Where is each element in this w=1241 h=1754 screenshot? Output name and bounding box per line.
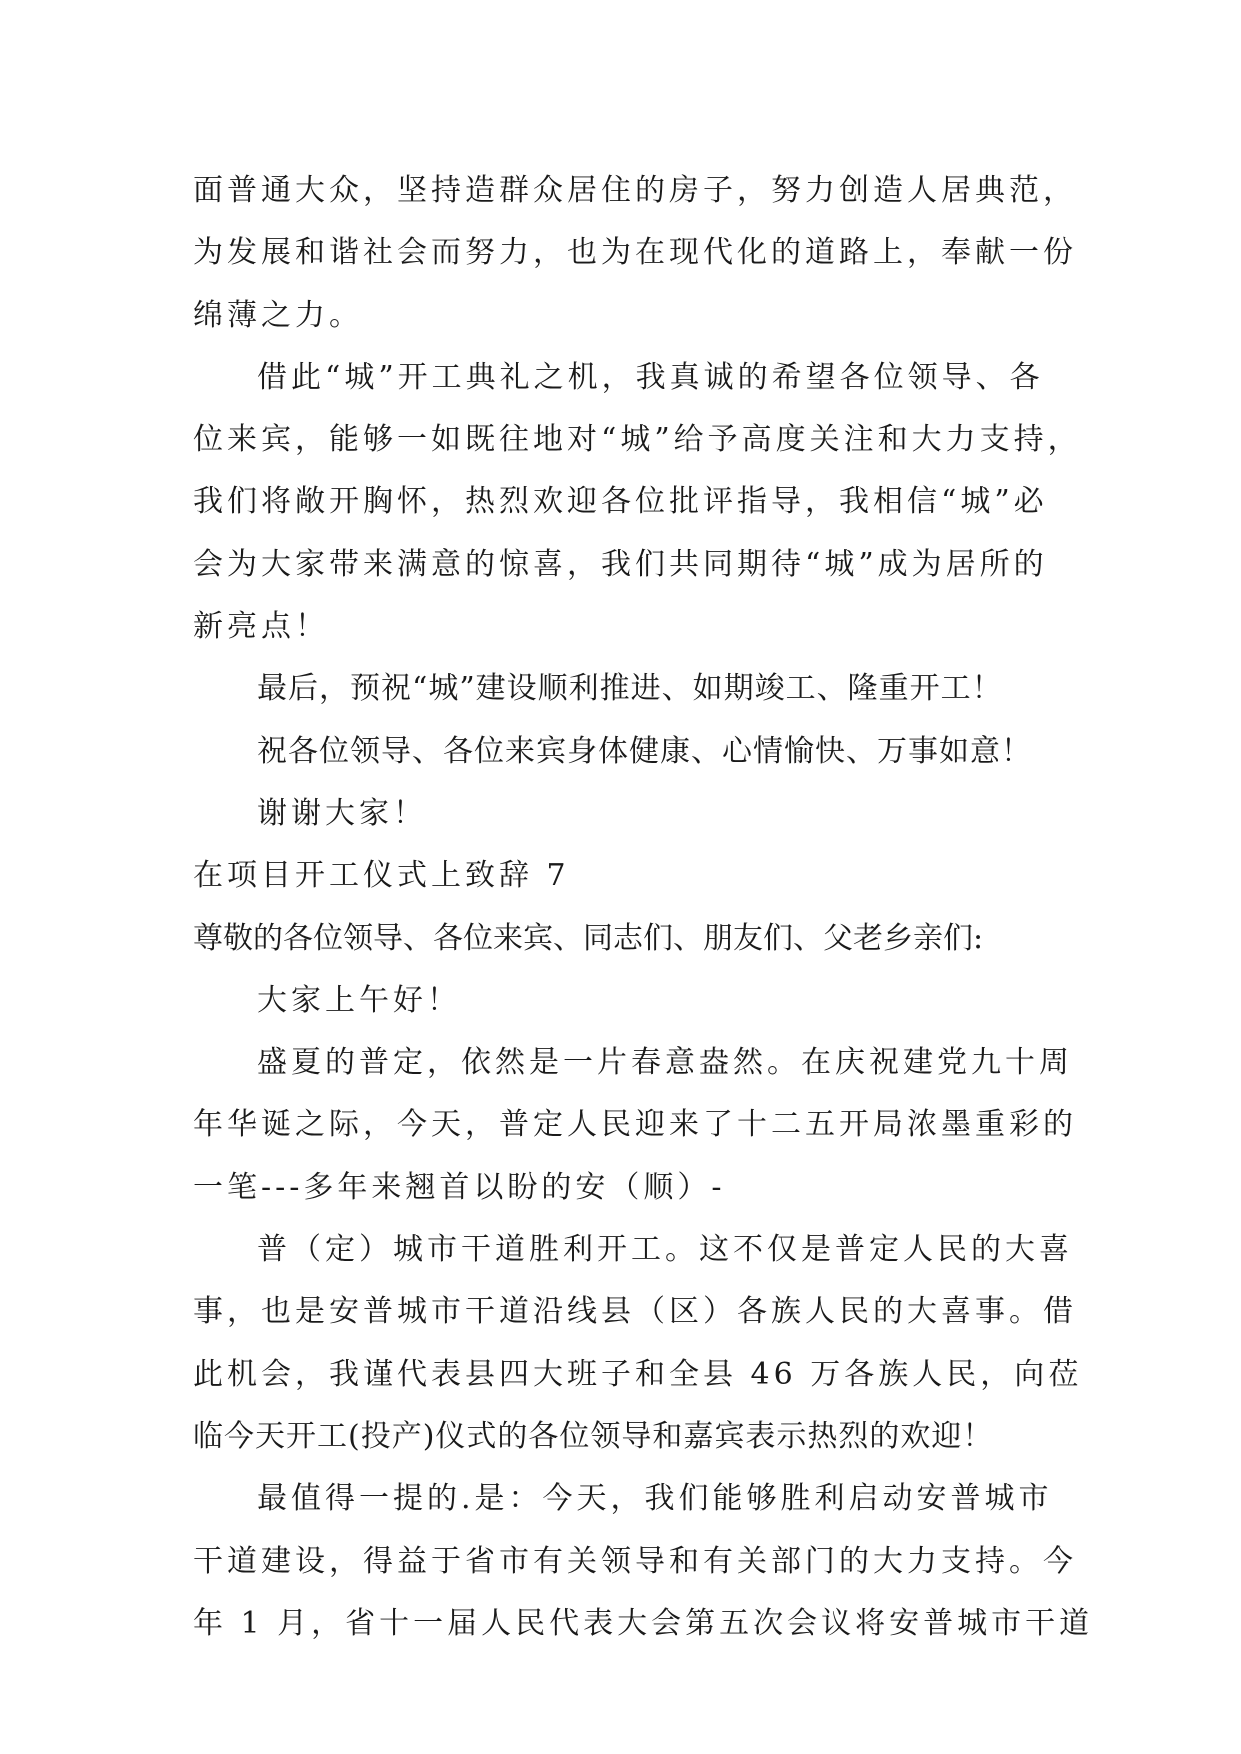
text-line: 面普通大众，坚持造群众居住的房子，努力创造人居典范， bbox=[193, 173, 1077, 208]
paragraph-start-line: 最值得一提的.是：今天，我们能够胜利启动安普城市 bbox=[257, 1481, 1053, 1517]
text-line: 为发展和谐社会而努力，也为在现代化的道路上，奉献一份 bbox=[193, 235, 1077, 271]
greeting-line: 大家上午好！ bbox=[257, 982, 461, 1018]
text-line: 位来宾，能够一如既往地对“城”给予高度关注和大力支持， bbox=[193, 422, 1082, 458]
document-body bbox=[193, 160, 1094, 1655]
paragraph-start-line: 借此“城”开工典礼之机，我真诚的希望各位领导、各 bbox=[257, 359, 1044, 395]
paragraph-start-line: 谢谢大家！ bbox=[257, 795, 427, 831]
paragraph-start-line: 最后，预祝“城”建设顺利推进、如期竣工、隆重开工！ bbox=[257, 671, 1003, 707]
text-line: 新亮点！ bbox=[193, 609, 329, 645]
text-line: 一笔---多年来翘首以盼的安（顺）- bbox=[193, 1169, 726, 1205]
paragraph-start-line: 普（定）城市干道胜利开工。这不仅是普定人民的大喜 bbox=[257, 1232, 1073, 1268]
text-line: 此机会，我谨代表县四大班子和全县 46 万各族人民，向莅 bbox=[193, 1356, 1083, 1392]
text-line: 年华诞之际，今天，普定人民迎来了十二五开局浓墨重彩的 bbox=[193, 1107, 1077, 1143]
paragraph-start-line: 盛夏的普定，依然是一片春意盎然。在庆祝建党九十周 bbox=[257, 1045, 1073, 1081]
text-line: 会为大家带来满意的惊喜，我们共同期待“城”成为居所的 bbox=[193, 546, 1048, 582]
text-line: 临今天开工(投产)仪式的各位领导和嘉宾表示热烈的欢迎！ bbox=[193, 1418, 994, 1454]
salutation-line: 尊敬的各位领导、各位来宾、同志们、朋友们、父老乡亲们: bbox=[193, 920, 984, 956]
text-line: 我们将敞开胸怀，热烈欢迎各位批评指导，我相信“城”必 bbox=[193, 484, 1048, 520]
text-line: 年 1 月，省十一届人民代表大会第五次会议将安普城市干道 bbox=[193, 1605, 1094, 1641]
text-line: 事，也是安普城市干道沿线县（区）各族人民的大喜事。借 bbox=[193, 1294, 1077, 1330]
text-line: 干道建设，得益于省市有关领导和有关部门的大力支持。今 bbox=[193, 1543, 1077, 1579]
text-line: 绵薄之力。 bbox=[193, 297, 363, 333]
section-heading: 在项目开工仪式上致辞 7 bbox=[193, 858, 570, 894]
paragraph-start-line: 祝各位领导、各位来宾身体健康、心情愉快、万事如意！ bbox=[257, 733, 1032, 769]
